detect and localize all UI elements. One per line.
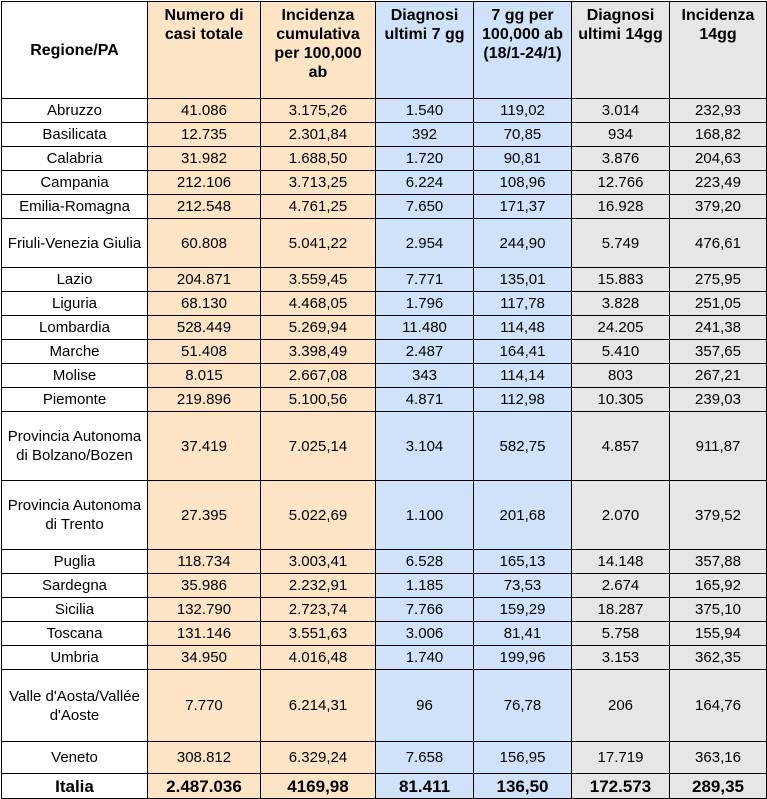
cell-total-cases: 37.419 [148,412,261,481]
cell-incidence-7d: 114,48 [474,316,572,340]
table-row [2,742,767,774]
cell-region: Provincia Autonoma di Trento [2,481,148,550]
cell-incidence-14d: 232,93 [670,99,767,123]
cell-total-cases: 131.146 [148,622,261,646]
cell-incidence-14d: 476,61 [670,219,767,268]
cell-diagnoses-14d: 16.928 [572,195,670,219]
cell-diagnoses-7d: 1.185 [376,574,474,598]
table-row [2,388,767,412]
cell-region: Valle d'Aosta/Vallée d'Aoste [2,670,148,742]
table-row [2,171,767,195]
cell-incidence-7d: 108,96 [474,171,572,195]
cell-cumulative-incidence: 3.398,49 [261,340,376,364]
cell-cumulative-incidence: 3.559,45 [261,268,376,292]
cell-diagnoses-14d: 15.883 [572,268,670,292]
cell-total-cases: 132.790 [148,598,261,622]
cell-total-cases: 27.395 [148,481,261,550]
cell-region: Emilia-Romagna [2,195,148,219]
cell-incidence-14d: 289,35 [670,774,767,799]
cell-incidence-7d: 156,95 [474,742,572,774]
cell-cumulative-incidence: 6.214,31 [261,670,376,742]
cell-incidence-14d: 241,38 [670,316,767,340]
cell-region: Sicilia [2,598,148,622]
cell-incidence-7d: 112,98 [474,388,572,412]
cell-diagnoses-7d: 3.104 [376,412,474,481]
cell-diagnoses-14d: 3.828 [572,292,670,316]
cell-diagnoses-7d: 6.224 [376,171,474,195]
cell-incidence-7d: 119,02 [474,99,572,123]
cell-diagnoses-14d: 17.719 [572,742,670,774]
cell-cumulative-incidence: 4.016,48 [261,646,376,670]
cell-diagnoses-7d: 7.650 [376,195,474,219]
regional-covid-table [1,1,767,799]
cell-cumulative-incidence: 5.022,69 [261,481,376,550]
cell-region: Calabria [2,147,148,171]
cell-diagnoses-7d: 1.720 [376,147,474,171]
cell-incidence-7d: 81,41 [474,622,572,646]
cell-diagnoses-14d: 5.410 [572,340,670,364]
table-row [2,364,767,388]
cell-region: Liguria [2,292,148,316]
cell-total-cases: 8.015 [148,364,261,388]
cell-incidence-7d: 159,29 [474,598,572,622]
cell-diagnoses-7d: 6.528 [376,550,474,574]
cell-total-cases: 34.950 [148,646,261,670]
cell-diagnoses-7d: 2.487 [376,340,474,364]
cell-total-cases: 204.871 [148,268,261,292]
table-row [2,123,767,147]
table-row [2,622,767,646]
cell-cumulative-incidence: 2.232,91 [261,574,376,598]
header-diagnoses-7d: Diagnosi ultimi 7 gg [376,2,474,99]
cell-diagnoses-7d: 1.540 [376,99,474,123]
cell-diagnoses-14d: 4.857 [572,412,670,481]
cell-region: Campania [2,171,148,195]
table-row [2,574,767,598]
cell-total-cases: 212.106 [148,171,261,195]
cell-diagnoses-14d: 14.148 [572,550,670,574]
cell-incidence-7d: 171,37 [474,195,572,219]
cell-incidence-7d: 199,96 [474,646,572,670]
cell-total-cases: 528.449 [148,316,261,340]
cell-diagnoses-7d: 1.740 [376,646,474,670]
cell-cumulative-incidence: 4.761,25 [261,195,376,219]
cell-region: Sardegna [2,574,148,598]
cell-region: Marche [2,340,148,364]
cell-incidence-14d: 357,65 [670,340,767,364]
cell-cumulative-incidence: 5.041,22 [261,219,376,268]
cell-incidence-14d: 363,16 [670,742,767,774]
cell-region: Puglia [2,550,148,574]
cell-incidence-14d: 251,05 [670,292,767,316]
cell-region: Umbria [2,646,148,670]
cell-total-cases: 35.986 [148,574,261,598]
cell-diagnoses-14d: 2.674 [572,574,670,598]
cell-diagnoses-14d: 2.070 [572,481,670,550]
cell-diagnoses-7d: 4.871 [376,388,474,412]
cell-cumulative-incidence: 2.667,08 [261,364,376,388]
cell-region: Piemonte [2,388,148,412]
cell-incidence-14d: 375,10 [670,598,767,622]
cell-incidence-14d: 362,35 [670,646,767,670]
cell-incidence-7d: 201,68 [474,481,572,550]
cell-diagnoses-7d: 343 [376,364,474,388]
table-row [2,147,767,171]
table-row [2,412,767,481]
cell-total-cases: 31.982 [148,147,261,171]
cell-cumulative-incidence: 7.025,14 [261,412,376,481]
cell-total-cases: 68.130 [148,292,261,316]
cell-incidence-7d: 135,01 [474,268,572,292]
cell-diagnoses-7d: 7.771 [376,268,474,292]
cell-incidence-14d: 911,87 [670,412,767,481]
cell-cumulative-incidence: 2.723,74 [261,598,376,622]
total-row [2,774,767,799]
header-row [2,2,767,99]
cell-cumulative-incidence: 3.713,25 [261,171,376,195]
cell-diagnoses-7d: 96 [376,670,474,742]
cell-total-cases: 118.734 [148,550,261,574]
table-row [2,219,767,268]
cell-cumulative-incidence: 3.551,63 [261,622,376,646]
cell-incidence-7d: 582,75 [474,412,572,481]
cell-region: Basilicata [2,123,148,147]
cell-incidence-14d: 267,21 [670,364,767,388]
cell-incidence-14d: 168,82 [670,123,767,147]
cell-diagnoses-7d: 11.480 [376,316,474,340]
table-row [2,268,767,292]
header-cumulative-incidence: Incidenza cumulativa per 100,000 ab [261,2,376,99]
cell-diagnoses-14d: 5.749 [572,219,670,268]
cell-region: Abruzzo [2,99,148,123]
cell-incidence-7d: 90,81 [474,147,572,171]
cell-diagnoses-7d: 2.954 [376,219,474,268]
cell-region: Friuli-Venezia Giulia [2,219,148,268]
cell-total-cases: 2.487.036 [148,774,261,799]
cell-incidence-14d: 164,76 [670,670,767,742]
table-row [2,340,767,364]
cell-total-cases: 12.735 [148,123,261,147]
cell-total-cases: 308.812 [148,742,261,774]
cell-cumulative-incidence: 5.100,56 [261,388,376,412]
cell-incidence-7d: 117,78 [474,292,572,316]
cell-incidence-14d: 204,63 [670,147,767,171]
cell-diagnoses-7d: 3.006 [376,622,474,646]
cell-cumulative-incidence: 6.329,24 [261,742,376,774]
cell-diagnoses-14d: 3.876 [572,147,670,171]
cell-total-cases: 7.770 [148,670,261,742]
table-row [2,646,767,670]
table-header [2,2,767,99]
cell-region: Lazio [2,268,148,292]
cell-cumulative-incidence: 5.269,94 [261,316,376,340]
cell-incidence-14d: 155,94 [670,622,767,646]
cell-incidence-14d: 275,95 [670,268,767,292]
cell-incidence-14d: 379,20 [670,195,767,219]
cell-diagnoses-7d: 81.411 [376,774,474,799]
cell-cumulative-incidence: 4169,98 [261,774,376,799]
cell-diagnoses-14d: 206 [572,670,670,742]
cell-diagnoses-14d: 12.766 [572,171,670,195]
cell-incidence-7d: 164,41 [474,340,572,364]
cell-diagnoses-14d: 24.205 [572,316,670,340]
cell-diagnoses-14d: 5.758 [572,622,670,646]
cell-incidence-14d: 223,49 [670,171,767,195]
cell-diagnoses-14d: 3.153 [572,646,670,670]
cell-incidence-7d: 165,13 [474,550,572,574]
cell-region: Lombardia [2,316,148,340]
header-incidence-7d: 7 gg per 100,000 ab (18/1-24/1) [474,2,572,99]
cell-incidence-7d: 73,53 [474,574,572,598]
cell-diagnoses-7d: 7.766 [376,598,474,622]
cell-region: Molise [2,364,148,388]
cell-diagnoses-7d: 1.100 [376,481,474,550]
table-row [2,195,767,219]
cell-diagnoses-14d: 172.573 [572,774,670,799]
cell-incidence-7d: 114,14 [474,364,572,388]
cell-total-cases: 51.408 [148,340,261,364]
cell-incidence-7d: 244,90 [474,219,572,268]
cell-total-cases: 212.548 [148,195,261,219]
cell-incidence-7d: 76,78 [474,670,572,742]
cell-total-cases: 60.808 [148,219,261,268]
cell-region: Toscana [2,622,148,646]
table-body [2,99,767,799]
cell-diagnoses-14d: 10.305 [572,388,670,412]
cell-total-cases: 41.086 [148,99,261,123]
table-row [2,292,767,316]
cell-region: Italia [2,774,148,799]
cell-incidence-14d: 379,52 [670,481,767,550]
table-row [2,598,767,622]
cell-cumulative-incidence: 1.688,50 [261,147,376,171]
cell-incidence-14d: 165,92 [670,574,767,598]
cell-incidence-7d: 70,85 [474,123,572,147]
table-row [2,316,767,340]
cell-diagnoses-7d: 1.796 [376,292,474,316]
table-row [2,670,767,742]
cell-cumulative-incidence: 4.468,05 [261,292,376,316]
header-region: Regione/PA [2,2,148,99]
cell-total-cases: 219.896 [148,388,261,412]
cell-region: Provincia Autonoma di Bolzano/Bozen [2,412,148,481]
cell-incidence-14d: 239,03 [670,388,767,412]
header-incidence-14d: Incidenza 14gg [670,2,767,99]
cell-diagnoses-14d: 934 [572,123,670,147]
cell-region: Veneto [2,742,148,774]
cell-diagnoses-14d: 3.014 [572,99,670,123]
cell-diagnoses-14d: 18.287 [572,598,670,622]
cell-cumulative-incidence: 3.003,41 [261,550,376,574]
cell-diagnoses-14d: 803 [572,364,670,388]
header-total-cases: Numero di casi totale [148,2,261,99]
table-row [2,481,767,550]
cell-cumulative-incidence: 3.175,26 [261,99,376,123]
table-row [2,550,767,574]
cell-diagnoses-7d: 7.658 [376,742,474,774]
header-diagnoses-14d: Diagnosi ultimi 14gg [572,2,670,99]
cell-incidence-7d: 136,50 [474,774,572,799]
cell-diagnoses-7d: 392 [376,123,474,147]
cell-cumulative-incidence: 2.301,84 [261,123,376,147]
table-row [2,99,767,123]
cell-incidence-14d: 357,88 [670,550,767,574]
